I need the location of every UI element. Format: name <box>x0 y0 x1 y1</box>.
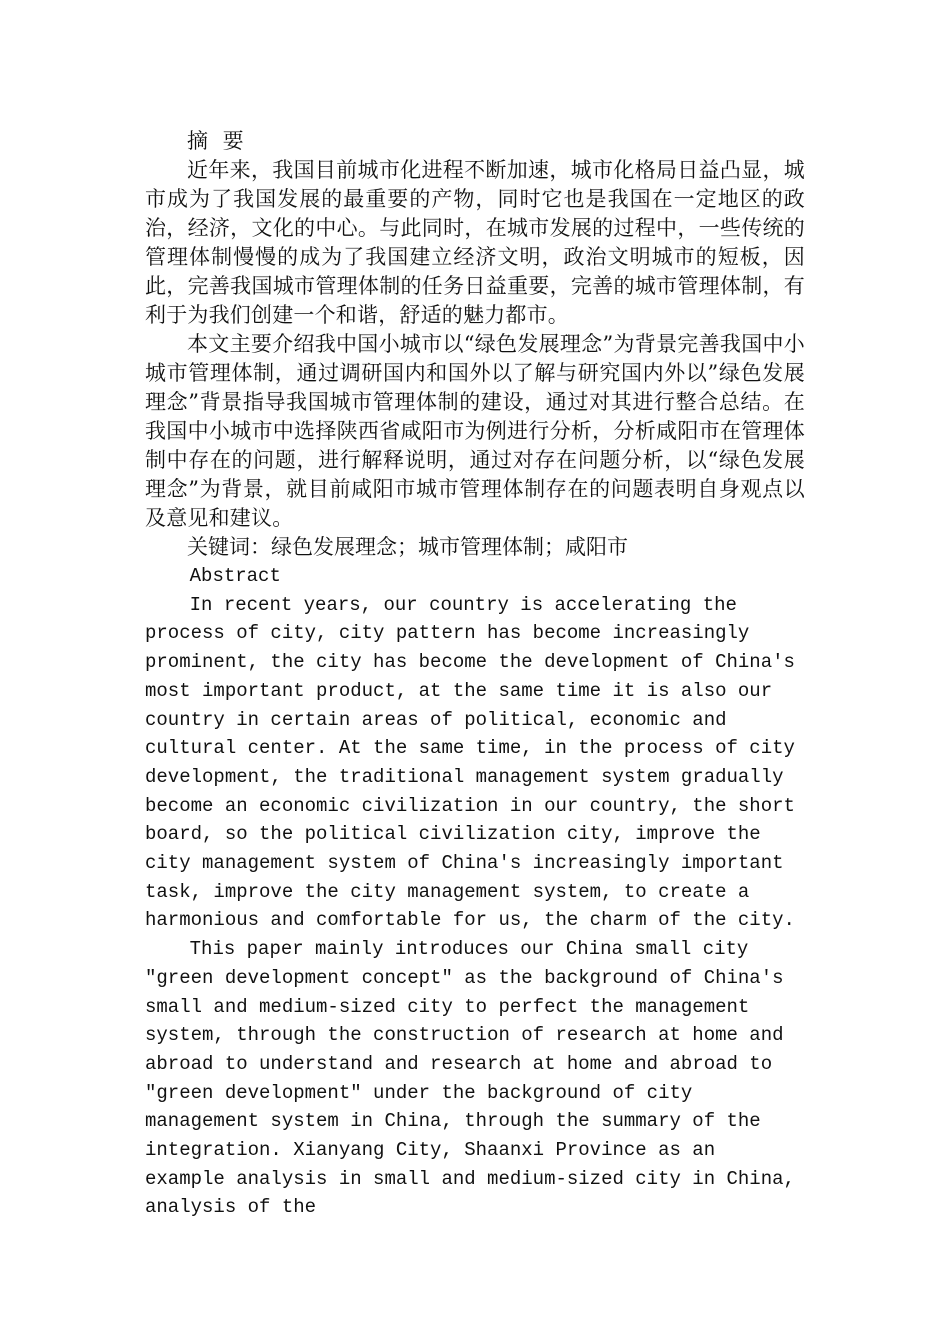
document-body <box>145 127 805 1222</box>
en-abstract-paragraph-2: This paper mainly introduces our China small city "green development concept" as the background of China's small and medium-sized city to perfect the management system, through the construction of research at home and abroad to understand and research at home and abroad to "green development" under the background of city management system in China, through the summary of the integration. Xianyang City, Shaanxi Province as an example analysis in small and medium-sized city in China, analysis of the <box>145 938 795 1219</box>
zh-keywords: 关键词：绿色发展理念；城市管理体制；咸阳市 <box>187 535 628 559</box>
zh-abstract-heading: 摘 要 <box>187 129 248 153</box>
en-abstract-paragraph-1: In recent years, our country is accelerating the process of city, city pattern has become increasingly prominent, the city has become the development of China's most important product, at the same time it is also our country in certain areas of political, economic and cultural center. At the same time, in the process of city development, the traditional management system gradually become an economic civilization in our country, the short board, so the political civilization city, improve the city management system of China's increasingly important task, improve the city management system, to create a harmonious and comfortable for us, the charm of the city. <box>145 593 795 932</box>
zh-abstract-paragraph-1: 近年来，我国目前城市化进程不断加速，城市化格局日益凸显，城市成为了我国发展的最重要的产物，同时它也是我国在一定地区的政治，经济，文化的中心。与此同时，在城市发展的过程中，一些传统的管理体制慢慢的成为了我国建立经济文明，政治文明城市的短板，因此，完善我国城市管理体制的任务日益重要，完善的城市管理体制，有利于为我们创建一个和谐，舒适的魅力都市。 <box>145 158 805 327</box>
en-abstract-heading: Abstract <box>189 565 281 587</box>
zh-abstract-paragraph-2: 本文主要介绍我中国小城市以“绿色发展理念”为背景完善我国中小城市管理体制，通过调研国内和国外以了解与研究国内外以”绿色发展理念”背景指导我国城市管理体制的建设，通过对其进行整合总结。在我国中小城市中选择陕西省咸阳市为例进行分析，分析咸阳市在管理体制中存在的问题，进行解释说明，通过对存在问题分析，以“绿色发展理念”为背景，就目前咸阳市城市管理体制存在的问题表明自身观点以及意见和建议。 <box>145 332 805 530</box>
